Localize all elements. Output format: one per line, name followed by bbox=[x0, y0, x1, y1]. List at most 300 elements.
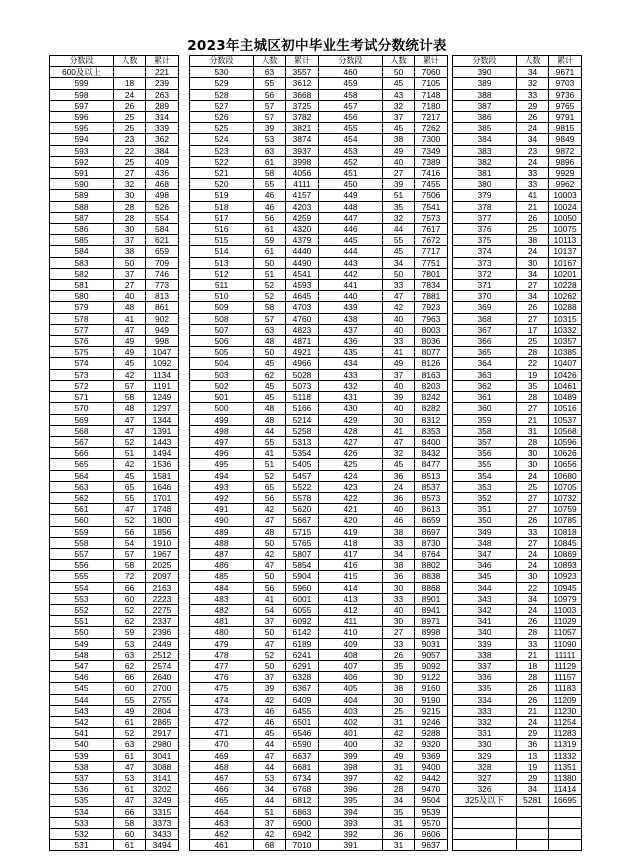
table-row bbox=[50, 537, 179, 548]
cumulative-cell: 1581 bbox=[146, 470, 179, 481]
count-cell: 34 bbox=[517, 291, 549, 302]
count-cell: 24 bbox=[517, 246, 549, 257]
table-row bbox=[50, 548, 179, 559]
cumulative-cell: 8432 bbox=[415, 448, 448, 459]
count-cell: 25 bbox=[114, 112, 146, 123]
cumulative-cell: 11414 bbox=[549, 784, 582, 795]
cumulative-cell: 9504 bbox=[415, 795, 448, 806]
score-cell: 586 bbox=[50, 224, 114, 235]
count-cell: 54 bbox=[114, 537, 146, 548]
cumulative-cell: 3821 bbox=[286, 123, 319, 134]
count-cell: 30 bbox=[383, 672, 415, 683]
table-row bbox=[190, 313, 319, 324]
table-row bbox=[50, 806, 179, 817]
score-cell: 339 bbox=[453, 638, 517, 649]
count-cell: 52 bbox=[114, 436, 146, 447]
count-cell: 47 bbox=[114, 504, 146, 515]
count-cell: 68 bbox=[254, 840, 286, 851]
count-cell: 66 bbox=[114, 672, 146, 683]
cumulative-cell: 5765 bbox=[286, 537, 319, 548]
table-row bbox=[319, 784, 448, 795]
cumulative-cell: 4111 bbox=[286, 179, 319, 190]
cumulative-cell: 1701 bbox=[146, 492, 179, 503]
count-cell: 57 bbox=[254, 100, 286, 111]
cumulative-cell: 11332 bbox=[549, 750, 582, 761]
table-row bbox=[190, 89, 319, 100]
table-row bbox=[319, 560, 448, 571]
score-cell: 385 bbox=[453, 123, 517, 134]
count-cell: 45 bbox=[254, 380, 286, 391]
cumulative-cell: 7349 bbox=[415, 145, 448, 156]
table-row bbox=[190, 761, 319, 772]
table-row bbox=[50, 100, 179, 111]
score-cell: 558 bbox=[50, 537, 114, 548]
table-row bbox=[50, 840, 179, 851]
score-cell: 424 bbox=[319, 470, 383, 481]
count-cell: 61 bbox=[254, 156, 286, 167]
table-row bbox=[319, 78, 448, 89]
cumulative-cell: 11157 bbox=[549, 672, 582, 683]
cumulative-cell: 7180 bbox=[415, 100, 448, 111]
cumulative-cell: 2396 bbox=[146, 627, 179, 638]
score-cell: 546 bbox=[50, 672, 114, 683]
cumulative-cell: 5313 bbox=[286, 436, 319, 447]
score-cell: 456 bbox=[319, 112, 383, 123]
score-cell: 575 bbox=[50, 347, 114, 358]
count-cell: 46 bbox=[254, 190, 286, 201]
cumulative-cell: 3249 bbox=[146, 795, 179, 806]
cumulative-cell: 6942 bbox=[286, 829, 319, 840]
cumulative-cell: 5578 bbox=[286, 492, 319, 503]
score-cell: 437 bbox=[319, 324, 383, 335]
cumulative-cell: 8998 bbox=[415, 627, 448, 638]
cumulative-cell: 3874 bbox=[286, 134, 319, 145]
table-row bbox=[453, 537, 582, 548]
count-cell: 62 bbox=[114, 616, 146, 627]
table-row bbox=[50, 436, 179, 447]
table-row bbox=[453, 179, 582, 190]
table-row bbox=[50, 257, 179, 268]
cumulative-cell: 10075 bbox=[549, 224, 582, 235]
count-cell: 51 bbox=[254, 268, 286, 279]
count-cell: 40 bbox=[383, 504, 415, 515]
count-cell: 63 bbox=[254, 67, 286, 78]
score-cell: 354 bbox=[453, 470, 517, 481]
cumulative-cell: 10407 bbox=[549, 358, 582, 369]
score-cell: 436 bbox=[319, 336, 383, 347]
count-cell: 26 bbox=[114, 100, 146, 111]
score-cell: 372 bbox=[453, 268, 517, 279]
score-table-col-4 bbox=[452, 55, 582, 851]
count-cell: 47 bbox=[254, 515, 286, 526]
cumulative-cell: 1297 bbox=[146, 403, 179, 414]
table-row bbox=[190, 492, 319, 503]
count-cell: 41 bbox=[254, 448, 286, 459]
count-cell: 36 bbox=[383, 829, 415, 840]
table-row bbox=[453, 358, 582, 369]
table-row bbox=[453, 582, 582, 593]
cumulative-cell: 9160 bbox=[415, 683, 448, 694]
count-cell: 51 bbox=[254, 806, 286, 817]
score-cell: 573 bbox=[50, 369, 114, 380]
count-cell: 30 bbox=[114, 224, 146, 235]
table-row bbox=[190, 212, 319, 223]
score-cell: 502 bbox=[190, 380, 254, 391]
score-cell: 459 bbox=[319, 78, 383, 89]
count-cell: 32 bbox=[383, 100, 415, 111]
cumulative-cell: 4541 bbox=[286, 268, 319, 279]
score-cell: 560 bbox=[50, 515, 114, 526]
score-cell: 345 bbox=[453, 571, 517, 582]
count-cell: 29 bbox=[517, 773, 549, 784]
score-cell: 379 bbox=[453, 190, 517, 201]
cumulative-cell: 1800 bbox=[146, 515, 179, 526]
cumulative-cell: 1494 bbox=[146, 448, 179, 459]
table-row bbox=[453, 324, 582, 335]
table-row bbox=[319, 257, 448, 268]
count-cell: 55 bbox=[114, 694, 146, 705]
count-cell: 45 bbox=[383, 123, 415, 134]
count-cell: 24 bbox=[517, 123, 549, 134]
score-cell bbox=[453, 840, 517, 851]
table-row bbox=[319, 548, 448, 559]
count-cell: 63 bbox=[114, 649, 146, 660]
cumulative-cell: 11129 bbox=[549, 660, 582, 671]
count-cell: 57 bbox=[254, 313, 286, 324]
score-cell: 486 bbox=[190, 560, 254, 571]
cumulative-cell: 1092 bbox=[146, 358, 179, 369]
table-row bbox=[50, 112, 179, 123]
count-cell: 5281 bbox=[517, 795, 549, 806]
cumulative-cell: 8537 bbox=[415, 481, 448, 492]
cumulative-cell: 10201 bbox=[549, 268, 582, 279]
count-cell: 28 bbox=[517, 392, 549, 403]
score-cell: 346 bbox=[453, 560, 517, 571]
score-cell: 419 bbox=[319, 526, 383, 537]
count-cell: 46 bbox=[254, 716, 286, 727]
count-cell: 58 bbox=[114, 817, 146, 828]
score-cell: 509 bbox=[190, 302, 254, 313]
table-row bbox=[319, 392, 448, 403]
count-cell: 41 bbox=[114, 313, 146, 324]
count-cell: 38 bbox=[383, 560, 415, 571]
score-cell: 453 bbox=[319, 145, 383, 156]
cumulative-cell: 11183 bbox=[549, 683, 582, 694]
header-count: 人数 bbox=[517, 56, 549, 67]
score-cell: 480 bbox=[190, 627, 254, 638]
count-cell: 36 bbox=[383, 571, 415, 582]
score-cell: 452 bbox=[319, 156, 383, 167]
cumulative-cell: 7300 bbox=[415, 134, 448, 145]
score-cell: 455 bbox=[319, 123, 383, 134]
cumulative-cell: 4379 bbox=[286, 235, 319, 246]
cumulative-cell: 9929 bbox=[549, 168, 582, 179]
cumulative-cell: 9246 bbox=[415, 716, 448, 727]
cumulative-cell bbox=[549, 828, 582, 839]
score-table-col-3 bbox=[318, 55, 448, 851]
score-cell: 490 bbox=[190, 515, 254, 526]
table-row bbox=[319, 593, 448, 604]
count-cell: 53 bbox=[114, 773, 146, 784]
cumulative-cell: 6241 bbox=[286, 649, 319, 660]
cumulative-cell: 8613 bbox=[415, 504, 448, 515]
table-row bbox=[190, 78, 319, 89]
count-cell: 31 bbox=[383, 716, 415, 727]
count-cell: 34 bbox=[517, 784, 549, 795]
cumulative-cell: 8312 bbox=[415, 414, 448, 425]
count-cell: 55 bbox=[114, 492, 146, 503]
score-table-col-2 bbox=[189, 55, 319, 851]
cumulative-cell: 10732 bbox=[549, 492, 582, 503]
score-cell: 463 bbox=[190, 817, 254, 828]
score-cell: 532 bbox=[50, 829, 114, 840]
cumulative-cell: 2275 bbox=[146, 604, 179, 615]
count-cell: 27 bbox=[517, 504, 549, 515]
cumulative-cell: 9215 bbox=[415, 705, 448, 716]
count-cell: 30 bbox=[517, 571, 549, 582]
table-row bbox=[190, 302, 319, 313]
score-cell: 536 bbox=[50, 784, 114, 795]
count-cell: 25 bbox=[517, 481, 549, 492]
table-row bbox=[190, 470, 319, 481]
cumulative-cell: 8400 bbox=[415, 436, 448, 447]
table-row bbox=[319, 67, 448, 78]
cumulative-cell: 7834 bbox=[415, 280, 448, 291]
cumulative-cell: 9031 bbox=[415, 638, 448, 649]
cumulative-cell: 3668 bbox=[286, 89, 319, 100]
cumulative-cell: 409 bbox=[146, 156, 179, 167]
score-cell: 446 bbox=[319, 224, 383, 235]
count-cell: 18 bbox=[517, 660, 549, 671]
count-cell: 34 bbox=[517, 268, 549, 279]
table-row bbox=[50, 448, 179, 459]
score-cell: 445 bbox=[319, 235, 383, 246]
score-cell: 433 bbox=[319, 369, 383, 380]
score-cell: 398 bbox=[319, 761, 383, 772]
score-cell: 543 bbox=[50, 705, 114, 716]
header-cumulative: 累计 bbox=[146, 56, 179, 67]
table-row bbox=[190, 448, 319, 459]
table-row bbox=[190, 403, 319, 414]
score-cell: 404 bbox=[319, 694, 383, 705]
table-row bbox=[50, 403, 179, 414]
table-row bbox=[50, 593, 179, 604]
table-row bbox=[453, 268, 582, 279]
table-row bbox=[190, 145, 319, 156]
count-cell: 38 bbox=[114, 246, 146, 257]
count-cell: 27 bbox=[517, 537, 549, 548]
table-row bbox=[50, 470, 179, 481]
count-cell: 40 bbox=[383, 313, 415, 324]
cumulative-cell: 4921 bbox=[286, 347, 319, 358]
count-cell: 34 bbox=[517, 67, 549, 78]
count-cell: 37 bbox=[254, 817, 286, 828]
score-cell: 585 bbox=[50, 235, 114, 246]
score-cell: 472 bbox=[190, 716, 254, 727]
score-cell: 520 bbox=[190, 179, 254, 190]
table-row bbox=[50, 582, 179, 593]
cumulative-cell: 7105 bbox=[415, 78, 448, 89]
cumulative-cell: 4593 bbox=[286, 280, 319, 291]
table-row bbox=[190, 593, 319, 604]
score-cell: 537 bbox=[50, 773, 114, 784]
table-row bbox=[50, 134, 179, 145]
score-cell: 552 bbox=[50, 604, 114, 615]
count-cell: 65 bbox=[114, 481, 146, 492]
table-row bbox=[319, 829, 448, 840]
table-row bbox=[453, 616, 582, 627]
cumulative-cell: 9671 bbox=[549, 67, 582, 78]
cumulative-cell: 10656 bbox=[549, 459, 582, 470]
table-row bbox=[50, 224, 179, 235]
score-cell: 528 bbox=[190, 89, 254, 100]
cumulative-cell: 5807 bbox=[286, 548, 319, 559]
score-cell: 481 bbox=[190, 616, 254, 627]
score-cell: 335 bbox=[453, 683, 517, 694]
table-row bbox=[190, 784, 319, 795]
table-row bbox=[190, 179, 319, 190]
cumulative-cell: 9539 bbox=[415, 806, 448, 817]
score-cell: 470 bbox=[190, 739, 254, 750]
cumulative-cell: 10869 bbox=[549, 548, 582, 559]
count-cell: 32 bbox=[383, 212, 415, 223]
table-row bbox=[453, 560, 582, 571]
score-cell: 477 bbox=[190, 660, 254, 671]
cumulative-cell: 9896 bbox=[549, 156, 582, 167]
score-cell: 592 bbox=[50, 156, 114, 167]
count-cell: 27 bbox=[114, 280, 146, 291]
cumulative-cell: 9815 bbox=[549, 123, 582, 134]
count-cell: 56 bbox=[254, 212, 286, 223]
table-row bbox=[453, 638, 582, 649]
count-cell: 19 bbox=[517, 761, 549, 772]
count-cell: 47 bbox=[114, 425, 146, 436]
count-cell: 53 bbox=[254, 134, 286, 145]
cumulative-cell: 2097 bbox=[146, 571, 179, 582]
score-cell: 482 bbox=[190, 604, 254, 615]
count-cell: 53 bbox=[254, 773, 286, 784]
score-cell: 467 bbox=[190, 773, 254, 784]
score-cell: 410 bbox=[319, 627, 383, 638]
score-cell: 557 bbox=[50, 548, 114, 559]
table-header-row bbox=[453, 56, 582, 67]
score-cell: 464 bbox=[190, 806, 254, 817]
table-row bbox=[319, 414, 448, 425]
table-row bbox=[319, 201, 448, 212]
count-cell: 55 bbox=[254, 179, 286, 190]
cumulative-cell: 813 bbox=[146, 291, 179, 302]
cumulative-cell: 8036 bbox=[415, 336, 448, 347]
score-cell: 544 bbox=[50, 694, 114, 705]
score-cell: 571 bbox=[50, 392, 114, 403]
count-cell: 40 bbox=[383, 156, 415, 167]
cumulative-cell: 3612 bbox=[286, 78, 319, 89]
score-cell: 431 bbox=[319, 392, 383, 403]
count-cell: 23 bbox=[114, 134, 146, 145]
table-row bbox=[50, 492, 179, 503]
score-cell: 336 bbox=[453, 672, 517, 683]
table-row bbox=[190, 459, 319, 470]
count-cell: 26 bbox=[517, 212, 549, 223]
score-cell: 421 bbox=[319, 504, 383, 515]
cumulative-cell: 6055 bbox=[286, 604, 319, 615]
score-cell: 577 bbox=[50, 324, 114, 335]
cumulative-cell: 498 bbox=[146, 190, 179, 201]
table-row bbox=[453, 313, 582, 324]
cumulative-cell: 7672 bbox=[415, 235, 448, 246]
count-cell: 47 bbox=[254, 638, 286, 649]
score-cell: 375 bbox=[453, 235, 517, 246]
cumulative-cell: 7963 bbox=[415, 313, 448, 324]
table-row bbox=[453, 336, 582, 347]
count-cell: 33 bbox=[383, 593, 415, 604]
count-cell: 39 bbox=[383, 392, 415, 403]
count-cell: 61 bbox=[254, 224, 286, 235]
cumulative-cell: 7881 bbox=[415, 291, 448, 302]
table-row bbox=[190, 504, 319, 515]
count-cell: 65 bbox=[254, 481, 286, 492]
count-cell: 42 bbox=[114, 369, 146, 380]
table-row bbox=[190, 694, 319, 705]
cumulative-cell: 314 bbox=[146, 112, 179, 123]
score-cell: 368 bbox=[453, 313, 517, 324]
table-row bbox=[319, 638, 448, 649]
score-cell: 589 bbox=[50, 190, 114, 201]
score-cell: 533 bbox=[50, 817, 114, 828]
cumulative-cell: 339 bbox=[146, 123, 179, 134]
count-cell: 24 bbox=[517, 604, 549, 615]
count-cell: 26 bbox=[383, 649, 415, 660]
score-cell: 461 bbox=[190, 840, 254, 851]
count-cell: 21 bbox=[517, 649, 549, 660]
table-header-row bbox=[190, 56, 319, 67]
cumulative-cell: 2163 bbox=[146, 582, 179, 593]
count-cell: 27 bbox=[517, 403, 549, 414]
table-row bbox=[50, 829, 179, 840]
cumulative-cell: 436 bbox=[146, 168, 179, 179]
table-row bbox=[190, 280, 319, 291]
cumulative-cell: 9637 bbox=[415, 840, 448, 851]
table-row bbox=[453, 235, 582, 246]
table-row bbox=[50, 156, 179, 167]
table-row bbox=[50, 268, 179, 279]
table-row bbox=[453, 840, 582, 851]
count-cell: 57 bbox=[254, 112, 286, 123]
score-cell: 428 bbox=[319, 425, 383, 436]
cumulative-cell: 746 bbox=[146, 268, 179, 279]
cumulative-cell: 10759 bbox=[549, 504, 582, 515]
count-cell: 49 bbox=[383, 358, 415, 369]
table-row bbox=[50, 246, 179, 257]
table-row bbox=[50, 817, 179, 828]
score-cell: 350 bbox=[453, 515, 517, 526]
table-row bbox=[453, 548, 582, 559]
cumulative-cell: 8242 bbox=[415, 392, 448, 403]
header-score: 分数段 bbox=[190, 56, 254, 67]
table-row bbox=[453, 470, 582, 481]
cumulative-cell: 239 bbox=[146, 78, 179, 89]
score-cell: 512 bbox=[190, 268, 254, 279]
table-row bbox=[453, 414, 582, 425]
score-cell: 583 bbox=[50, 257, 114, 268]
cumulative-cell: 10893 bbox=[549, 560, 582, 571]
score-cell: 353 bbox=[453, 481, 517, 492]
score-cell: 396 bbox=[319, 784, 383, 795]
cumulative-cell: 5073 bbox=[286, 380, 319, 391]
table-row bbox=[319, 504, 448, 515]
table-row bbox=[190, 380, 319, 391]
count-cell: 55 bbox=[254, 78, 286, 89]
